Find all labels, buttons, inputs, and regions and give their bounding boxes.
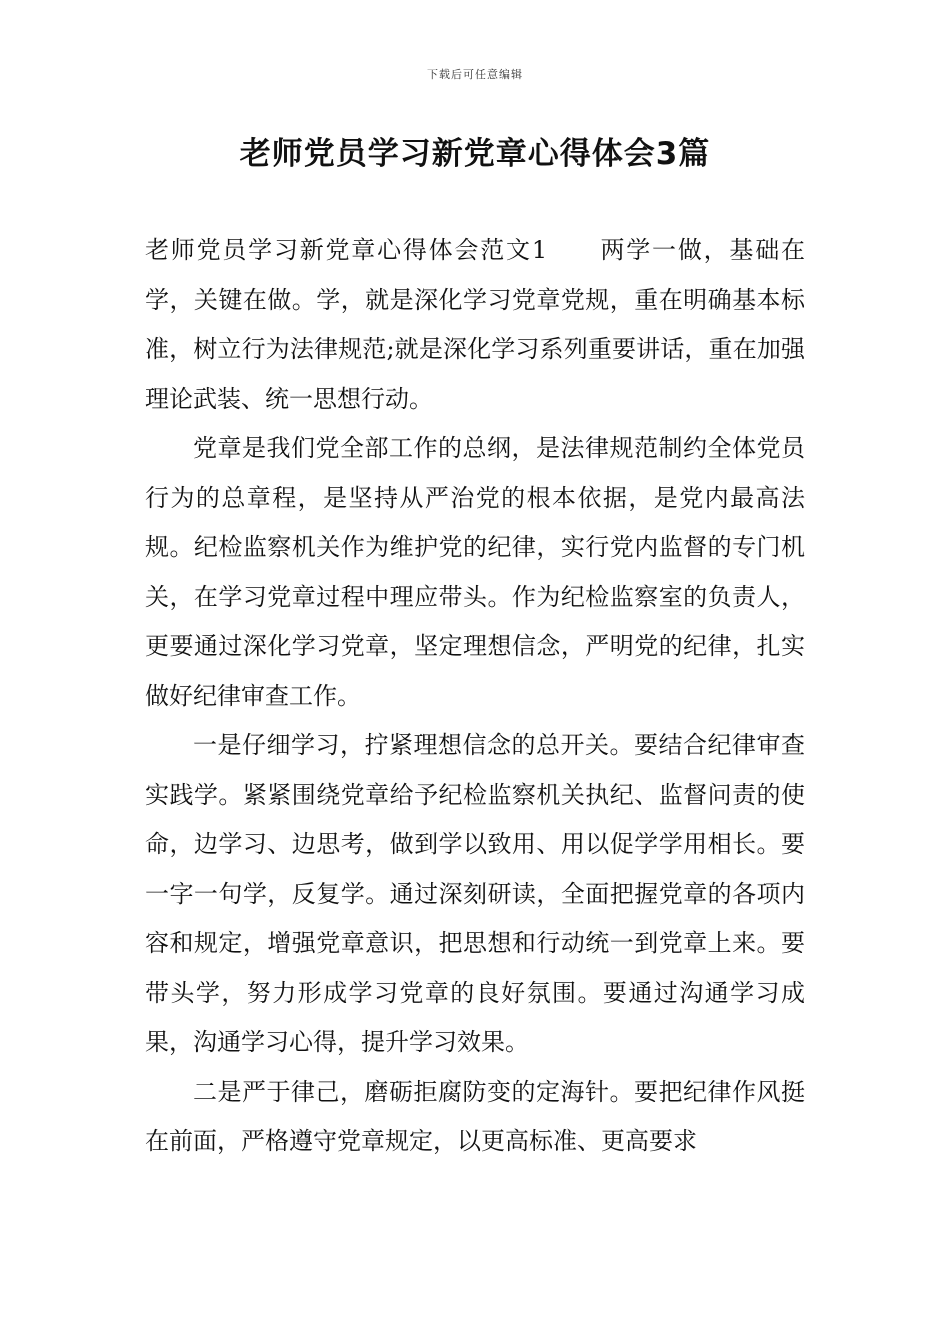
paragraph-2: 党章是我们党全部工作的总纲，是法律规范制约全体党员行为的总章程，是坚持从严治党的根本依据，是党内最高法规。纪检监察机关作为维护党的纪律，实行党内监督的专门机关，在学习党章过程中理应带头。作为纪检监察室的负责人，更要通过深化学习党章，坚定理想信念，严明党的纪律，扎实做好纪律审查工作。 [145,434,805,710]
document-title: 老师党员学习新党章心得体会3篇 [239,136,711,172]
paragraph-1 [145,226,805,424]
paragraph-4: 二是严于律己，磨砺拒腐防变的定海针。要把纪律作风挺在前面，严格遵守党章规定，以更高标准、更高要求 [145,1077,805,1155]
header-note: 下载后可任意编辑 [427,68,523,81]
paragraph-1-lead: 老师党员学习新党章心得体会范文1 [145,236,601,264]
document-body [145,226,805,1167]
paragraph-1-body: 两学一做，基础在学，关键在做。学，就是深化学习党章党规，重在明确基本标准，树立行为法律规范;就是深化学习系列重要讲话，重在加强理论武装、统一思想行动。 [145,236,805,413]
paragraph-3: 一是仔细学习，拧紧理想信念的总开关。要结合纪律审查实践学。紧紧围绕党章给予纪检监察机关执纪、监督问责的使命，边学习、边思考，做到学以致用、用以促学学用相长。要一字一句学，反复学。通过深刻研读，全面把握党章的各项内容和规定，增强党章意识，把思想和行动统一到党章上来。要带头学，努力形成学习党章的良好氛围。要通过沟通学习成果，沟通学习心得，提升学习效果。 [145,731,805,1056]
